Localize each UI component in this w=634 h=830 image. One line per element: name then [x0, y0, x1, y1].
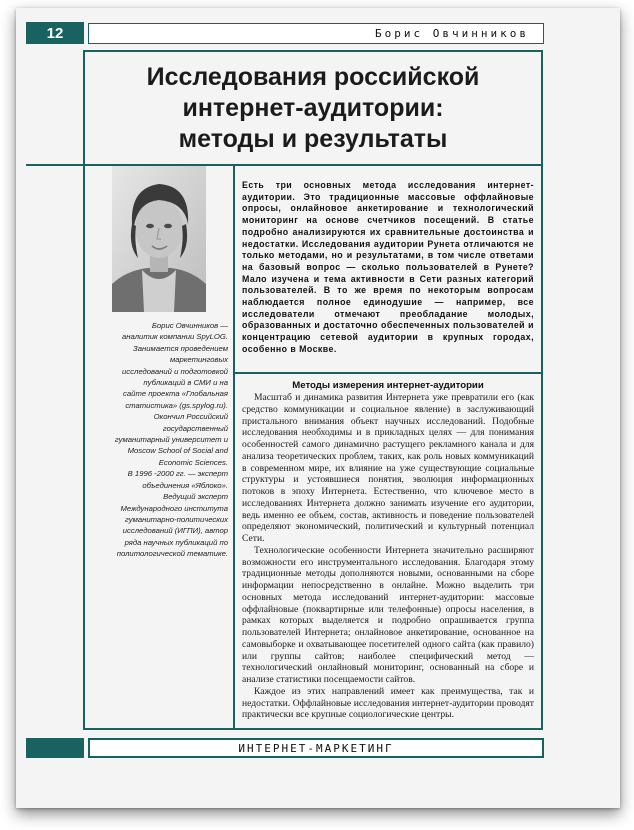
lead-paragraph: Есть три основных метода исследования интернет-аудитории. Это традиционные массовые оффлайновые опросы, онлайновое анкетирование и технологический мониторинг на основе счетчиков посещений. В статье подробно анализируются их сравнительные достоинства и недостатки. Исследования аудитории Рунета отличаются не только методами, но и результатами, в том числе ответами на базовый вопрос — сколько пользователей в Рунете? Мало изучена и тема активности в Сети разных категорий пользователей. В то же время по некоторым вопросам наблюдается полное единодушие — например, все исследователи отмечают преобладание молодых, образованных и достаточно обеспеченных пользователей и концентрацию сетевой аудитории в крупных городах, особенно в Москве.	[242, 180, 534, 354]
caption-line: гуманитарный университет и	[114, 435, 228, 445]
caption-line: аналитик компании SpyLOG.	[122, 332, 228, 342]
caption-line: публикаций в СМИ и на	[143, 378, 228, 388]
caption-line: сайте проекта «Глобальная	[123, 389, 228, 399]
page-number: 12	[26, 22, 84, 44]
article-body	[242, 392, 534, 721]
caption-line: исследований и подготовкой	[122, 366, 228, 376]
caption-line: В 1996 -2000 гг. — эксперт	[127, 469, 228, 479]
divider-vertical	[233, 166, 235, 730]
body-paragraph: Технологические особенности Интернета значительно расширяют возможности его инструментального исследования. Благодаря этому традиционные методы дополняются новыми, основанными на сборе информации непосредственно в онлайне. Можно выделить три основных метода исследований интернет-аудитории: массовые оффлайновые (поквартирные или телефонные) опросы населения, в рамках которых выделяется и подробно опрашивается группа пользователей Интернета; онлайновое анкетирование, основанное на самовыборке и охватывающее посетителей одного сайта (как правило) или группы сайтов; наиболее специфический метод — технологический онлайновый мониторинг, основанный на сборе и анализе статистики посещаемости сайтов.	[242, 544, 534, 685]
caption-line: гуманитарно-политических	[124, 514, 228, 524]
caption-line: Занимается проведением	[133, 343, 228, 353]
caption-line: исследований (ИГПИ), автор	[122, 526, 228, 536]
author-photo	[112, 166, 206, 312]
caption-line: Ведущий эксперт	[163, 492, 228, 502]
caption-line: маркетинговых	[169, 355, 228, 365]
article-lead	[242, 180, 534, 356]
caption-line: Окончил Российский	[153, 412, 228, 422]
caption-line: Moscow School of Social and	[127, 446, 228, 456]
caption-line: государственный	[162, 423, 228, 433]
body-paragraph: Масштаб и динамика развития Интернета уже превратили его (как средство коммуникации и социальное явление) в заслуживающий пристального внимания объект научных исследований. Подобные исследования необходимы и в прикладных целях — для понимания особенностей самого динамично растущего рекламного канала и для анализа теоретических проблем, таких, как роль новых коммуникаций в современном мире, их влияние на уже существующие социальные структуры и устоявшиеся понятия, эволюция информационных потоков в эпоху Интернета. Естественно, что ключевое место в исследованиях Интернета должно занимать изучение его аудитории, ведь именно ее объем, состав, активность и поведение пользователей определяют экономический, политический и культурный потенциал Сети.	[242, 392, 534, 544]
header-author: Борис Овчинников	[88, 23, 544, 44]
portrait-photo-icon	[112, 166, 206, 312]
author-caption	[90, 320, 228, 560]
footer-section-name: ИНТЕРНЕТ-МАРКЕТИНГ	[88, 738, 544, 758]
section-heading: Методы измерения интернет-аудитории	[292, 380, 484, 391]
title-area	[85, 52, 541, 164]
caption-line: ряда научных публикаций по	[124, 537, 228, 547]
divider-lead	[235, 372, 543, 374]
caption-line: Международного института	[120, 503, 228, 513]
caption-line: политологической тематике.	[116, 549, 228, 559]
caption-line: Борис Овчинников —	[151, 321, 228, 330]
caption-line: статистика» (gs.spylog.ru).	[125, 400, 228, 410]
article-title: Исследования российской интернет-аудитории: методы и результаты	[146, 62, 480, 153]
body-paragraph: Каждое из этих направлений имеет как преимущества, так и недостатки. Оффлайновые исследования интернет-аудитории проводят практически все крупные социологические центры.	[242, 685, 534, 721]
caption-line: Economic Sciences.	[158, 457, 228, 467]
divider-horizontal	[26, 164, 543, 166]
footer-accent-bar	[26, 738, 84, 758]
caption-line: объединения «Яблоко».	[142, 480, 228, 490]
